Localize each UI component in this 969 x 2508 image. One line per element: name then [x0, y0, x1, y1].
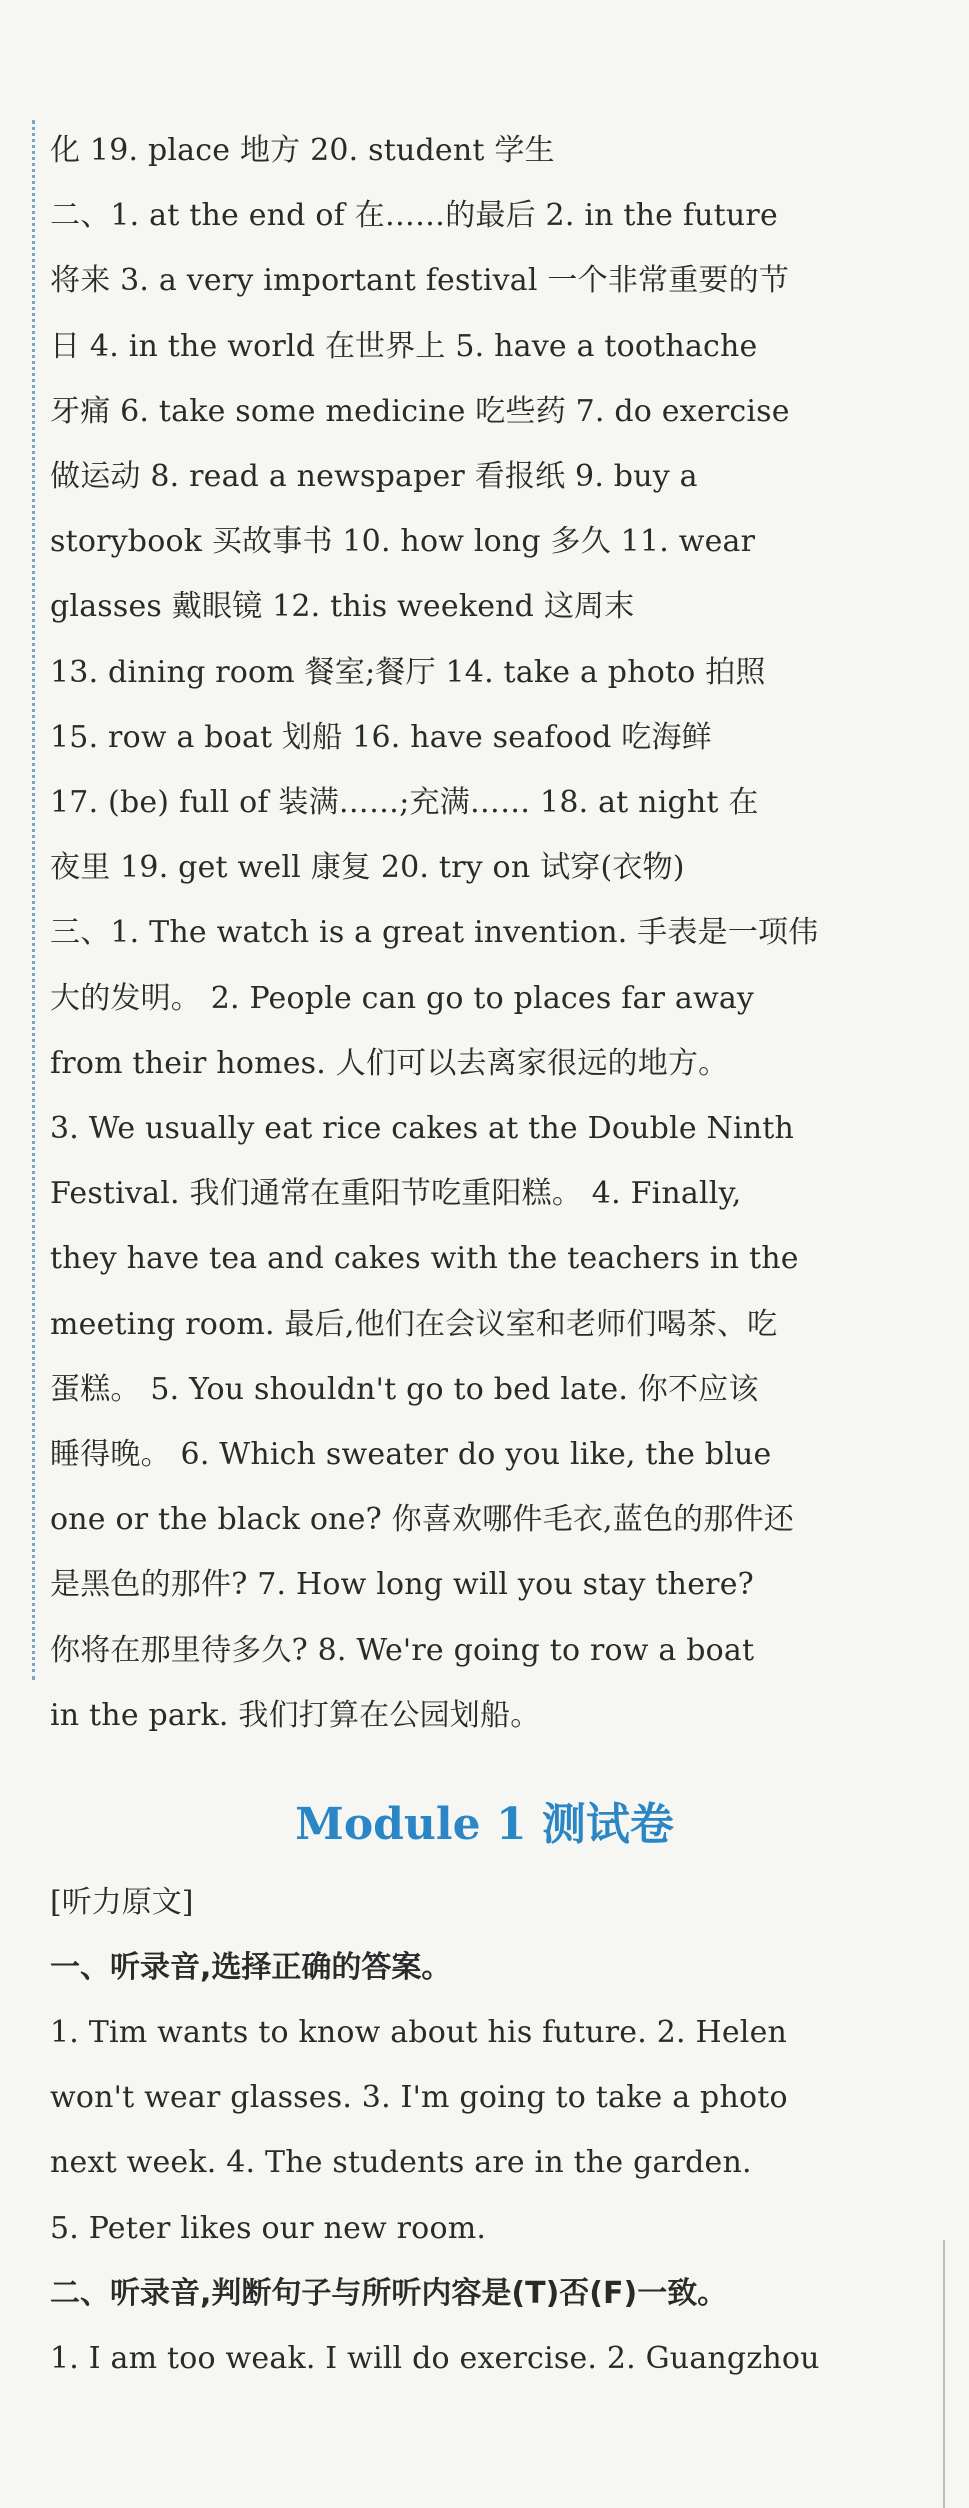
text-line: glasses 戴眼镜 12. this weekend 这周末	[50, 589, 635, 625]
text-line: one or the black one? 你喜欢哪件毛衣,蓝色的那件还	[50, 1502, 794, 1538]
text-line: in the park. 我们打算在公园划船。	[50, 1697, 541, 1733]
text-line: next week. 4. The students are in the garden.	[50, 2145, 752, 2181]
text-line: 做运动 8. read a newspaper 看报纸 9. buy a	[50, 459, 698, 495]
text-line: 三、1. The watch is a great invention. 手表是一项伟	[50, 915, 819, 951]
text-line: 大的发明。 2. People can go to places far away	[50, 980, 755, 1016]
text-line: won't wear glasses. 3. I'm going to take a photo	[50, 2080, 788, 2116]
text-line: 蛋糕。 5. You shouldn't go to bed late. 你不应该	[50, 1371, 759, 1407]
text-line: 睡得晚。 6. Which sweater do you like, the blue	[50, 1437, 772, 1473]
text-line: 二、1. at the end of 在……的最后 2. in the future	[50, 198, 778, 234]
text-line: 3. We usually eat rice cakes at the Double Ninth	[50, 1111, 795, 1147]
right-edge-line	[943, 2240, 945, 2508]
text-line: 5. Peter likes our new room.	[50, 2210, 487, 2246]
question-heading: 一、听录音,选择正确的答案。	[50, 1950, 452, 1985]
text-line: 夜里 19. get well 康复 20. try on 试穿(衣物)	[50, 850, 685, 886]
answer-text-block	[50, 118, 930, 1748]
section-title: Module 1 测试卷	[295, 1799, 674, 1850]
text-line: 是黑色的那件? 7. How long will you stay there?	[50, 1567, 754, 1603]
text-line: Festival. 我们通常在重阳节吃重阳糕。 4. Finally,	[50, 1176, 742, 1212]
section-label: [听力原文]	[50, 1885, 194, 1920]
text-line: 日 4. in the world 在世界上 5. have a toothache	[50, 328, 758, 364]
text-line: they have tea and cakes with the teachers in the	[50, 1241, 799, 1277]
text-line: 牙痛 6. take some medicine 吃些药 7. do exercise	[50, 393, 790, 429]
text-line: meeting room. 最后,他们在会议室和老师们喝茶、吃	[50, 1306, 778, 1342]
question-heading: 二、听录音,判断句子与所听内容是(T)否(F)一致。	[50, 2275, 728, 2311]
text-line: 13. dining room 餐室;餐厅 14. take a photo 拍照	[50, 654, 766, 690]
text-line: 17. (be) full of 装满……;充满…… 18. at night 在	[50, 785, 759, 821]
text-line: 将来 3. a very important festival 一个非常重要的节	[50, 263, 790, 299]
text-line: 化 19. place 地方 20. student 学生	[50, 133, 555, 168]
text-line: 15. row a boat 划船 16. have seafood 吃海鲜	[50, 719, 712, 755]
text-line: 1. I am too weak. I will do exercise. 2. Guangzhou	[50, 2340, 820, 2376]
listening-text-block	[50, 1870, 930, 2391]
text-line: from their homes. 人们可以去离家很远的地方。	[50, 1045, 729, 1081]
text-line: storybook 买故事书 10. how long 多久 11. wear	[50, 524, 756, 560]
dotted-margin-line	[32, 120, 35, 1680]
text-line: 1. Tim wants to know about his future. 2. Helen	[50, 2015, 788, 2050]
text-line: 你将在那里待多久? 8. We're going to row a boat	[50, 1632, 755, 1668]
